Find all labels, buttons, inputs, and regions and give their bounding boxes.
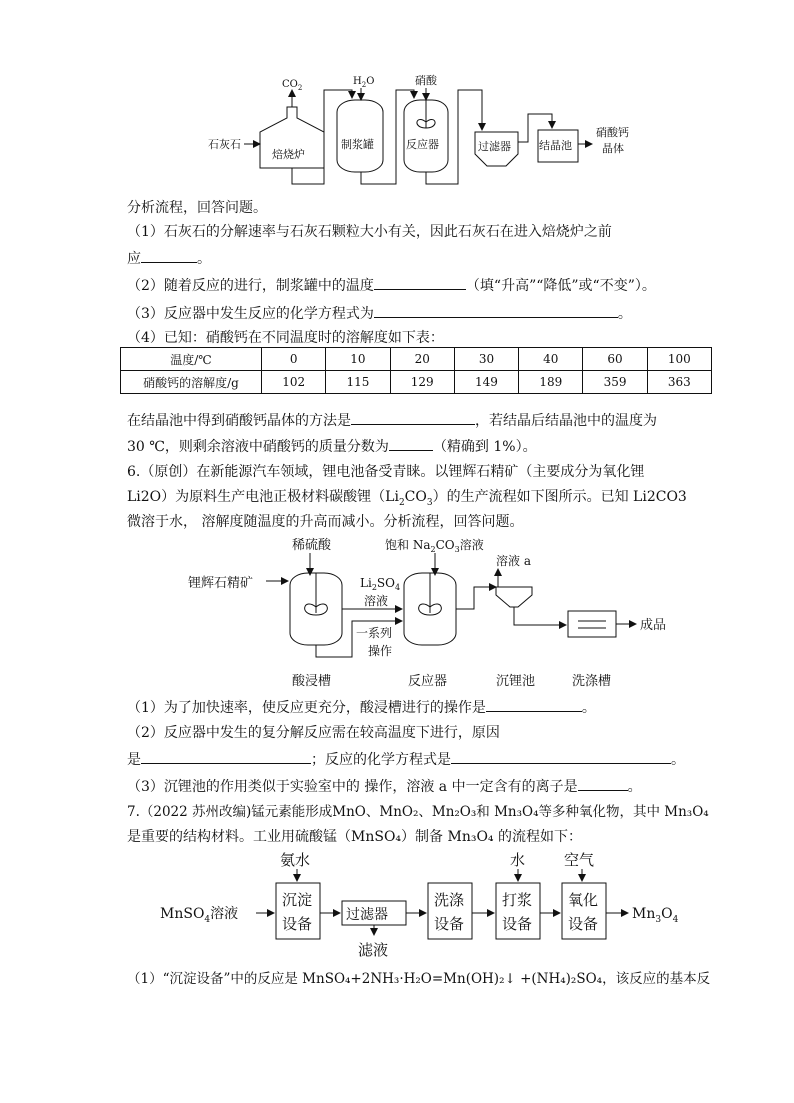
wash-label-1: 洗涤 [434,891,465,909]
intro-text: 分析流程，回答问题。 [127,200,267,216]
li2so4-solution-label: 溶液 [364,594,389,608]
table-cell: 363 [647,371,711,394]
limestone-label: 石灰石 [208,138,241,151]
q7-intro-line2: 是重要的结构材料。工业用硫酸锰（MnSO₄）制备 Mn₃O₄ 的流程如下： [127,829,582,845]
lithium-carbonate-flow-diagram [180,535,680,695]
h2o-label: $H_2O$ [353,76,375,89]
slurry-tank-label: 制浆罐 [341,138,374,151]
slurry-label-2: 设备 [502,915,533,933]
q6-intro-line2: Li2O）为原料生产电池正极材料碳酸锂$(Li_2CO_3)$的生产流程如下图所示。已知 Li2CO3 [127,489,687,508]
q7-intro-line1: 7.（2022 苏州改编)锰元素能形成MnO、MnO₂、Mn₂O₃和 Mn₃O₄等多种氧化物，其中 Mn₃O₄ [127,804,709,820]
q5-2: （2）随着反应的进行，制浆罐中的温度 （填“升高”“降低”或“不变”）。 [127,275,656,295]
answer-blank[interactable] [141,749,311,764]
table-cell: 60 [583,348,647,371]
answer-blank[interactable] [389,436,433,451]
product-label-1: 硝酸钙 [596,126,629,139]
filtrate-label: 滤液 [358,941,389,959]
table-cell: 189 [519,371,583,394]
q7-1: （1）“沉淀设备”中的反应是 MnSO₄+2NH₃·H₂O=Mn(OH)₂↓ +(NH₄)₂SO₄，该反应的基本反 [127,971,711,987]
q6-1: （1）为了加快速率，使反应更充分，酸浸槽进行的操作是 。 [127,697,596,717]
series-ops-label-1: 一系列 [356,626,393,640]
table-cell: 20 [390,348,454,371]
table-row [121,348,712,371]
product-label: 成品 [640,618,667,633]
oxidation-label-1: 氧化 [568,891,599,909]
air-label: 空气 [564,851,595,869]
table-row [121,371,712,394]
reactor-label: 反应器 [406,138,439,151]
kiln-label: 焙烧炉 [272,148,305,161]
q6-intro-line3: 微溶于水， 溶解度随温度的升高而减小。分析流程，回答问题。 [127,514,524,530]
table-cell: 30 [454,348,518,371]
table-cell: 149 [454,371,518,394]
slurry-tank-shape [337,100,383,172]
calcium-nitrate-flow-diagram [200,70,660,190]
spodumene-label: 锂辉石精矿 [188,576,254,591]
wash-label-2: 设备 [434,915,465,933]
q6-2-line2: 是 ；反应的化学方程式是 。 [127,749,685,769]
table-cell: 129 [390,371,454,394]
q5-4: （4）已知：硝酸钙在不同温度时的溶解度如下表： [127,330,444,346]
li2so4-label: $Li_2SO_4$ [360,576,401,592]
answer-blank[interactable] [578,776,628,791]
table-cell: 10 [326,348,390,371]
q6-2-line1: （2）反应器中发生的复分解反应需在较高温度下进行，原因 [127,725,500,741]
crystallizer-label: 结晶池 [539,139,572,152]
table-header-cell: 硝酸钙的溶解度/g [121,371,262,394]
wash-tank-shape [568,611,616,637]
solubility-table [120,347,712,394]
slurry-label-1: 打浆 [502,891,533,909]
dilute-h2so4-label: 稀硫酸 [292,538,332,553]
q5-4-fraction: 30 ℃，则剩余溶液中硝酸钙的质量分数为 （精确到 1%）。 [127,436,537,456]
table-cell: 100 [647,348,711,371]
nitric-acid-label: 硝酸 [415,74,437,87]
table-header-cell: 温度/℃ [121,348,262,371]
table-cell: 0 [262,348,326,371]
q5-1-line1: （1）石灰石的分解速率与石灰石颗粒大小有关，因此石灰石在进入焙烧炉之前 [127,224,612,240]
answer-blank[interactable] [374,275,466,290]
table-cell: 359 [583,371,647,394]
mn3o4-flow-diagram [160,845,700,965]
table-cell: 115 [326,371,390,394]
product-label-2: 晶体 [602,142,624,155]
wash-tank-label: 洗涤槽 [572,674,612,689]
solution-a-label: 溶液 a [496,554,531,568]
q6-intro-line1: 6.（原创）在新能源汽车领域，锂电池备受青睐。以锂辉石精矿（主要成分为氧化锂 [127,464,645,480]
mnso4-solution-label: MnSO$_4$溶液 [160,906,239,925]
li-precip-tank-label: 沉锂池 [496,674,536,689]
table-cell: 102 [262,371,326,394]
q5-3: （3）反应器中发生反应的化学方程式为 。 [127,303,632,323]
mn3o4-product-label: $Mn_3O_4$ [632,906,679,925]
series-ops-label-2: 操作 [368,644,393,658]
q5-1-line2: 应 。 [127,248,211,268]
sat-na2co3-label: 饱和 $Na_2CO_3$溶液 [385,538,484,554]
filter-label: 过滤器 [346,907,388,923]
answer-blank[interactable] [486,697,582,712]
precip-tank-shape [496,587,532,607]
co2-label: $CO_2$ [282,79,303,92]
answer-blank[interactable] [351,410,475,425]
water-label: 水 [510,851,526,869]
answer-blank[interactable] [141,248,197,263]
answer-blank[interactable] [451,749,671,764]
q5-4-method: 在结晶池中得到硝酸钙晶体的方法是 ，若结晶后结晶池中的温度为 [127,410,657,430]
filter-label: 过滤器 [478,140,511,153]
acid-tank-label: 酸浸槽 [292,674,332,689]
reactor-label: 反应器 [408,674,448,689]
table-cell: 40 [519,348,583,371]
q6-3: （3）沉锂池的作用类似于实验室中的 操作，溶液 a 中一定含有的离子是 。 [127,776,642,796]
oxidation-label-2: 设备 [568,915,599,933]
answer-blank[interactable] [374,303,618,318]
precip-label-2: 设备 [282,915,313,933]
precip-label-1: 沉淀 [282,891,313,909]
ammonia-label: 氨水 [280,851,311,869]
